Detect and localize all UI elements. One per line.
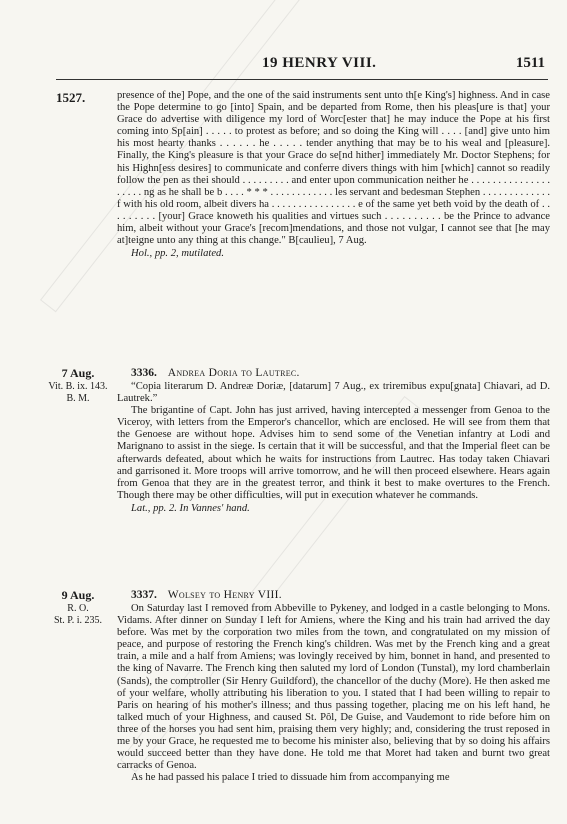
- entry-body-3337: [117, 603, 550, 784]
- entry-paragraph: The brigantine of Capt. John has just arrived, having intercepted a messenger from Genoa to the Viceroy, with letters from the Emperor's chancellor, which are enclosed. He will see from them that the Genoese are without hope. Advises him to send some of the Venetian infantry at Lodi and Marignano to assist in the siege. Is certain that it will be successful, and that the Imperial fleet can be afterwards defeated, about which he waits for instructions from Lautrec. Has today taken Chiavari and garrisoned it. More troops will arrive tomorrow, and he will then proceed elsewhere. Hears again from Genoa that they are in the greatest terror, and think it best to make overtures to the French. Though there may be other difficulties, will put in execution whatever he commands.: [117, 405, 550, 501]
- running-title: 19 HENRY VIII.: [262, 55, 377, 71]
- entry-title: Wolsey to Henry VIII.: [167, 589, 282, 601]
- continuation-block: [117, 90, 550, 260]
- entry-date: 7 Aug.: [61, 366, 95, 380]
- entry-ref: St. P. i. 235.: [53, 615, 103, 626]
- running-header: [0, 55, 567, 79]
- entry-ref: R. O.: [67, 603, 89, 614]
- entry-body-3336: [117, 381, 550, 515]
- page-number: 1511: [515, 55, 545, 71]
- entry-note: Lat., pp. 2. In Vannes' hand.: [131, 502, 250, 514]
- entry-date: 9 Aug.: [61, 588, 95, 602]
- entry-ref: B. M.: [66, 393, 90, 404]
- entry-heading-3336: [117, 367, 550, 380]
- header-rule: [56, 79, 548, 80]
- continuation-note: Hol., pp. 2, mutilated.: [131, 248, 224, 260]
- entry-number: 3336.: [131, 367, 157, 379]
- year-label: 1527.: [56, 90, 86, 105]
- entry-heading-3337: [117, 589, 550, 602]
- entry-ref: Vit. B. ix. 143.: [48, 381, 108, 392]
- entry-paragraph: As he had passed his palace I tried to dissuade him from accompanying me: [131, 772, 450, 784]
- entry-paragraph: “Copia literarum D. Andreæ Doriæ, [datarum] 7 Aug., ex triremibus expu[gnata] Chiavari, ad D. Lautrek.”: [117, 381, 550, 405]
- entry-title: Andrea Doria to Lautrec.: [167, 367, 300, 379]
- continuation-text: presence of the] Pope, and the one of the said instruments sent unto th[e King's] highness. And in case the Pope determine to go [into] Spain, and be departed from Rome, then his pleas[ure is that] your Grace do advertise with diligence my lord of Worc[ester that] he may induce the Pope at his first coming into Sp[ain] . . . . . to protest as before; and so doing the King will . . . . [and] give unto him his most hearty thanks . . . . . . he . . . . . tender anything that may be to his weal and [pleasure]. Finally, the King's pleasure is that your Grace do se[nd hither] immediately Mr. Doctor Stephens; for his Highn[ess desires] to communicate and conferre divers things with him [which] cannot so readily follow the pen as thei should . . . . . . . . . and enter upon communication neither he . . . . . . . . . . . . . . . . . . . . ng as he shall be b . . . . * * * . . . . . . . . . . . . les servant and bedesman Stephen . . . . . . . . . . . . . f with his old room, albeit divers ha . . . . . . . . . . . . . . . . e of the same yet beth void by the death of . . . . . . . . . [your] Grace knoweth his qualities and virtues such . . . . . . . . . . be the Prince to advance him, albeit without your Grace's [recom]mendations, and those not vulgar, I cannot see that [he may at]teigne unto any thing at this change." B[caulieu], 7 Aug.: [117, 90, 550, 247]
- entry-number: 3337.: [131, 589, 157, 601]
- entry-margin-3336: [44, 367, 112, 405]
- entry-paragraph: On Saturday last I removed from Abbeville to Pykeney, and lodged in a castle belonging to Mons. Vidams. After dinner on Sunday I left for Amiens, where the King and his train had arrived the day before. Was met by the corporation two miles from the town, and congratulated on my mission of peace, and purpose of restoring the French king's children. Was met by the French king and a great train, a mile and a half from Amiens; was lovingly received by him, bonnet in hand, and presented to the king of Navarre. The French king then saluted my lord of London (Tunstal), my lord chamberlain (Sands), the comptroller (Sir Henry Guildford), the chancellor of the duchy (More). He then asked me of your welfare, wholly attributing his liberation to you. I stated that I had been willing to repair to Paris on hearing of his mother's illness; and thus passing together, placing me on his left hand, he talked much of your Highness, and caused St. Pôl, De Guise, and Vaudemont to ride before him on three of the horses you had sent him, praising them very highly; and, considering the trust reposed in me by your Grace, he requested me to become his minister also, believing that by so doing his affairs would succeed better than they have done. He told me that Moret had taken and burnt two great carracks of Genoa.: [117, 603, 550, 772]
- entry-margin-3337: [44, 589, 112, 627]
